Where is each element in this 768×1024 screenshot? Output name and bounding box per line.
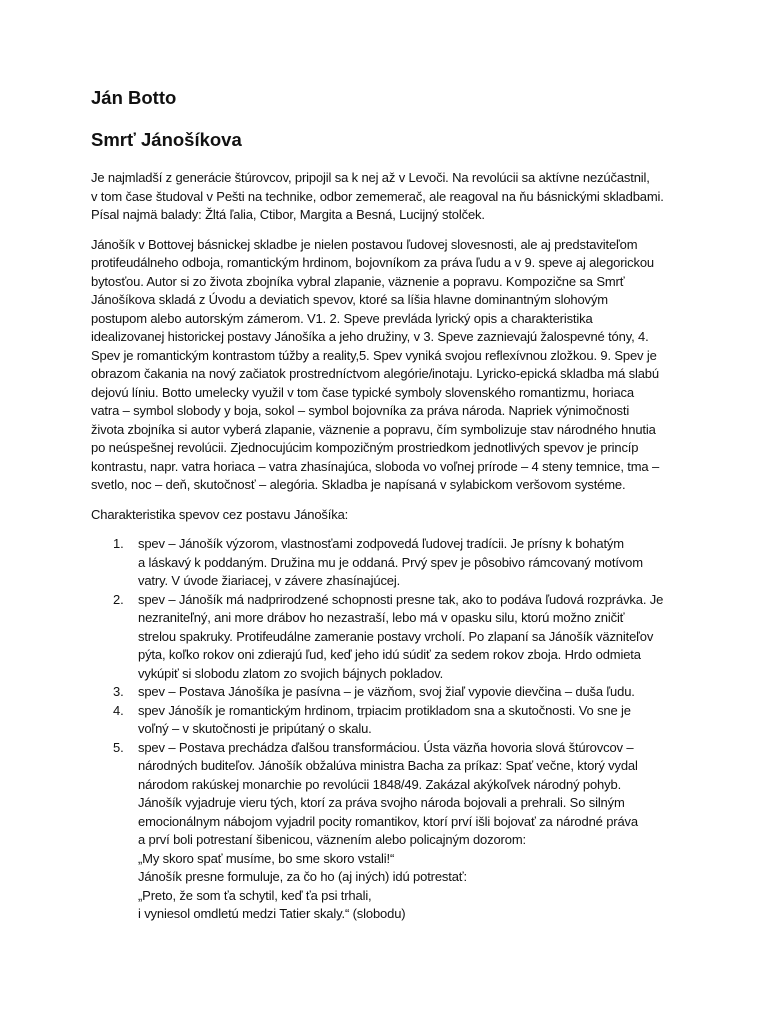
author-heading: Ján Botto (91, 87, 177, 108)
canto-list (91, 535, 698, 924)
list-text: spev – Jánošík výzorom, vlastnosťami zodpovedá ľudovej tradícii. Je prísny k bohatým a láskavý k poddaným. Družina mu je oddaná. Prvý spev je pôsobivo rámcovaný motívom vatry. V úvode žiariacej, v závere zhasínajúcej. (138, 536, 643, 588)
list-item (91, 591, 698, 684)
list-number: 5. (113, 739, 124, 755)
list-intro: Charakteristika spevov cez postavu Jánošíka: (91, 506, 349, 522)
list-item (91, 683, 698, 702)
analysis-paragraph: Jánošík v Bottovej básnickej skladbe je nielen postavou ľudovej slovesnosti, ale aj predstaviteľom protifeudálneho odboja, romantickým hrdinom, bojovníkom za práva ľudu a v 9. speve aj alegorickou bytosťou. Autor si zo života zbojníka vybral zlapanie, väznenie a popravu. Kompozične sa Smrť Jánošíkova skladá z Úvodu a deviatich spevov, ktoré sa líšia hlavne dominantným slohovým postupom alebo autorským zámerom. V1. 2. Speve prevláda lyrický opis a charakteristika idealizovanej historickej postavy Jánošíka a jeho družiny, v 3. Speve zaznievajú žalospevné tóny, 4. Spev je romantickým kontrastom túžby a reality,5. Spev vyniká svojou reflexívnou zložkou. 9. Spev je obrazom čakania na nový začiatok prostredníctvom alegórie/inotaju. Lyricko-epická skladba má slabú dejovú líniu. Botto umelecky využil v tom čase typické symboly slovenského romantizmu, horiaca vatra – symbol slobody y boja, sokol – symbol bojovníka za práva národa. Napriek výnimočnosti života zbojníka si autor vyberá zlapanie, väznenie a popravu, čím symbolizuje stav národného hnutia po neúspešnej revolúcii. Zjednocujúcim kompozičným prostriedkom jednotlivých spevov je princíp kontrastu, napr. vatra horiaca – vatra zhasínajúca, sloboda vo voľnej prírode – 4 steny temnice, tma – svetlo, noc – deň, skutočnosť – alegória. Skladba je napísaná v sylabickom veršovom systéme. (91, 236, 660, 492)
intro-paragraph: Je najmladší z generácie štúrovcov, pripojil sa k nej až v Levoči. Na revolúcii sa aktívne nezúčastnil, v tom čase študoval v Pešti na technike, odbor zememerač, ale reagoval na ňu básnickými skladbami. Písal najmä balady: Žltá ľalia, Ctibor, Margita a Besná, Lucijný stolček. (91, 170, 664, 222)
list-item (91, 535, 698, 591)
list-number: 2. (113, 591, 124, 607)
list-text: spev Jánošík je romantickým hrdinom, trpiacim protikladom sna a skutočnosti. Vo sne je voľný – v skutočnosti je pripútaný o skalu. (138, 702, 631, 736)
list-item (91, 739, 698, 924)
list-text: spev – Postava Jánošíka je pasívna – je väzňom, svoj žiaľ vypovie dievčina – duša ľudu. (138, 684, 635, 699)
list-number: 4. (113, 702, 124, 718)
list-number: 1. (113, 536, 124, 551)
list-item (91, 702, 698, 739)
list-number: 3. (113, 684, 124, 699)
work-title: Smrť Jánošíkova (91, 129, 242, 150)
list-text: spev – Jánošík má nadprirodzené schopnosti presne tak, ako to podáva ľudová rozprávka. Je nezraniteľný, ani more drábov ho nezastraší, lebo má v opasku silu, ktorú možno zničiť strelou spakruky. Protifeudálne zameranie postavy vrcholí. Po zlapaní sa Jánošík väzniteľov pýta, koľko rokov oni zdierajú ľud, keď jeho idú súdiť za sedem rokov zboja. Hrdo odmieta vykúpiť si slobodu zlatom zo svojich bájnych pokladov. (138, 591, 664, 681)
list-text: spev – Postava prechádza ďalšou transformáciou. Ústa väzňa hovoria slová štúrovcov – národných buditeľov. Jánošík obžalúva ministra Bacha za príkaz: Spať večne, ktorý vydal národom rakúskej monarchie po revolúcii 1848/49. Zakázal akýkoľvek národný pohyb. Jánošík vyjadruje vieru tých, ktorí za práva svojho národa bojovali a prehrali. So silným emocionálnym nábojom vyjadril pocity romantikov, ktorí prví išli bojovať za národné práva a prví boli potrestaní šibenicou, väznením alebo policajným dozorom: „My skoro spať musíme, bo sme skoro vstali!“ Jánošík presne formuluje, za čo ho (aj iných) idú potrestať: „Preto, že som ťa schytil, keď ťa psi trhali, i vyniesol omdletú medzi Tatier skaly.“ (slobodu) (138, 739, 638, 921)
